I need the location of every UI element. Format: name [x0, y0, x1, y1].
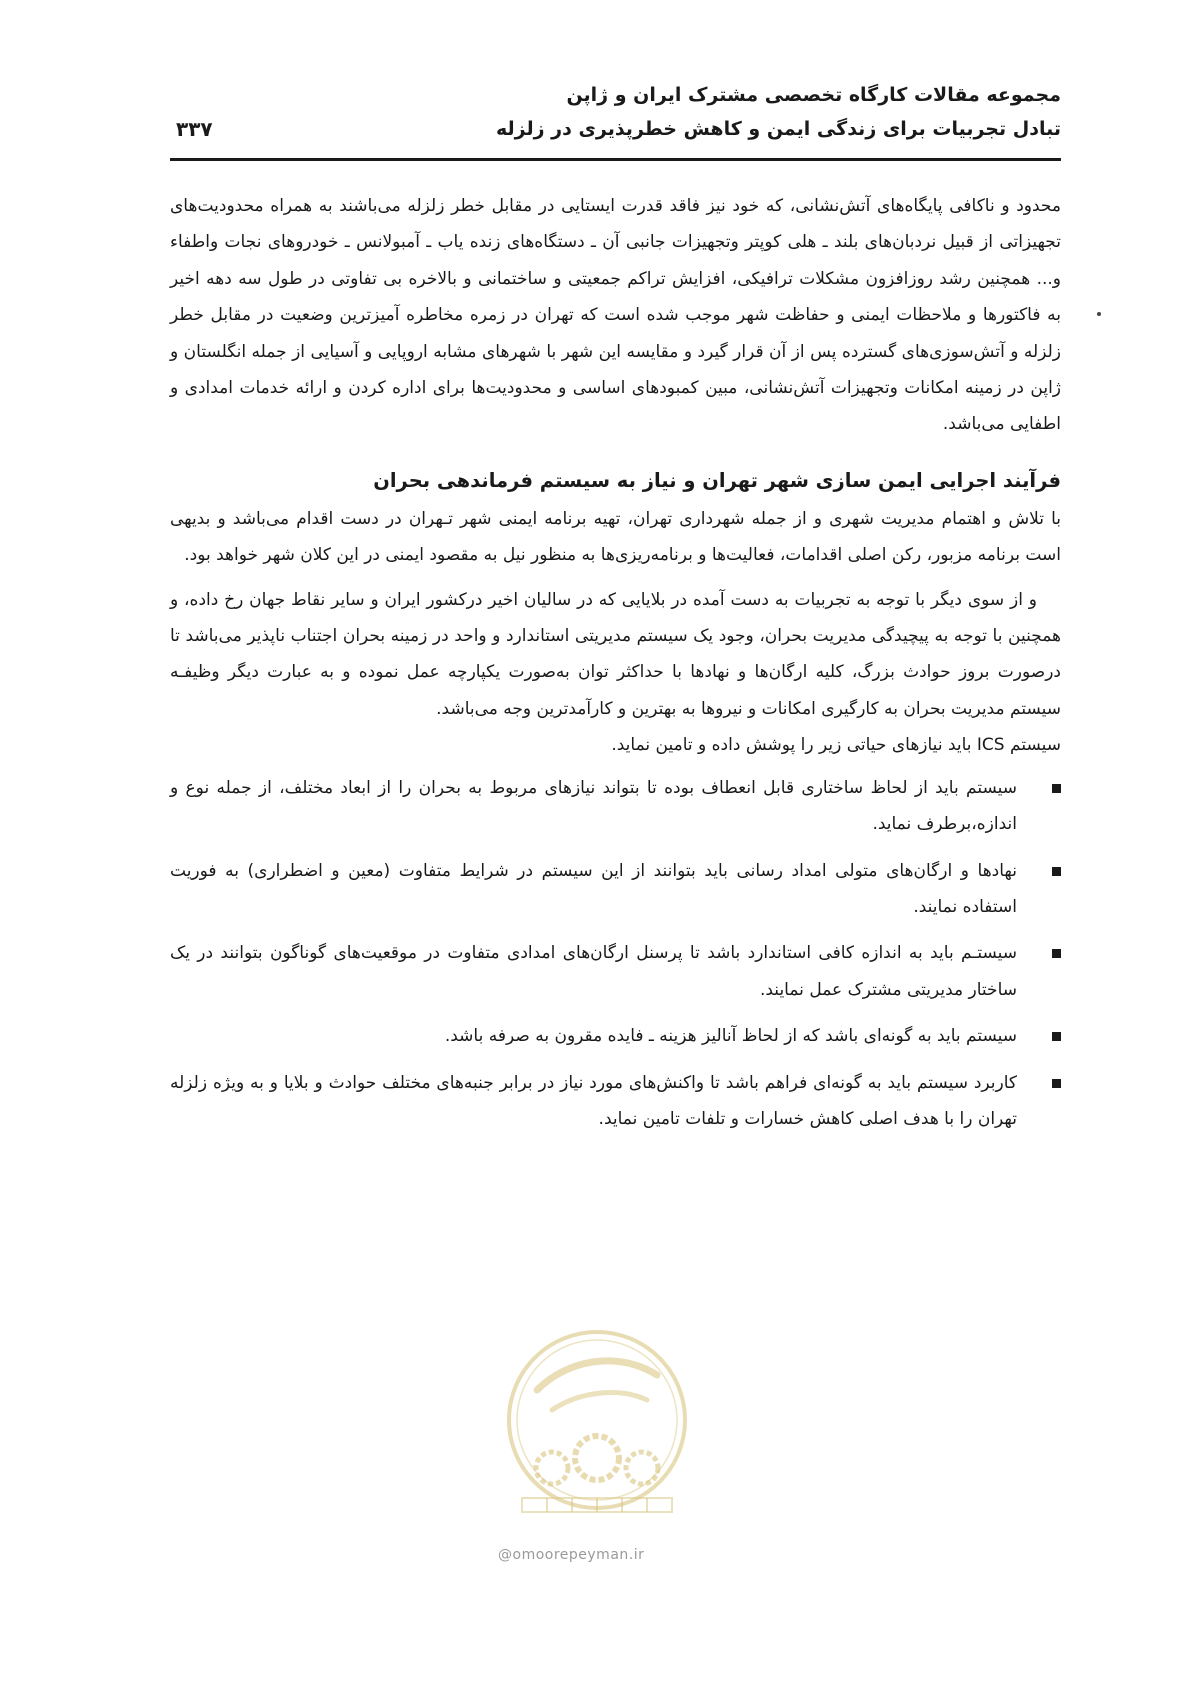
paragraph-fire-stations: محدود و ناکافی پایگاه‌های آتش‌نشانی، که خود نیز فاقد قدرت ایستایی در مقابل خطر زلزله می‌باشند به همراه محدودیت‌های تجهیزاتی از قبیل نردبان‌های بلند ـ هلی کوپتر وتجهیزات جانبی آن ـ دستگاه‌های زنده یاب ـ آمبولانس ـ خودروهای نجات واطفاء و... همچنین رشد روزافزون مشکلات ترافیکی، افزایش تراکم جمعیتی و ساختمانی و بالاخره بی تفاوتی در طول سه دهه اخیر به فاکتورها و ملاحظات ایمنی و حفاظت شهر موجب شده است که تهران در زمره مخاطره آمیزترین وضعیت در مقابل خطر زلزله و آتش‌سوزی‌های گسترده پس از آن قرار گیرد و مقایسه این شهر با شهرهای مشابه اروپایی و آسیایی از جمله انگلستان و ژاپن در زمینه امکانات وتجهیزات آتش‌نشانی، مبین کمبودهای اساسی و محدودیت‌ها برای اداره کردن و ارائه خدمات امدادی و اطفایی می‌باشد. — [170, 196, 1061, 435]
list-item-text: سیستم باید به گونه‌ای باشد که از لحاظ آنالیز هزینه ـ فایده مقرون به صرفه باشد. — [444, 1026, 1017, 1047]
header-title-line1: مجموعه مقالات کارگاه تخصصی مشترک ایران و ژاپن — [566, 84, 1061, 106]
paragraph-ics-intro: سیستم ICS باید نیازهای حیاتی زیر را پوشش داده و تامین نماید. — [611, 735, 1061, 756]
header-titles — [496, 78, 1061, 146]
paragraph-crisis-management: و از سوی دیگر با توجه به تجربیات به دست آمده در بلایایی که در سالیان اخیر درکشور ایران و سایر نقاط جهان رخ داده، و همچنین با توجه به پیچیدگی مدیریت بحران، وجود یک سیستم مدیریتی استاندارد و واحد در زمینه بحران اجتناب ناپذیر می‌باشد تا درصورت بروز حوادث بزرگ، کلیه ارگان‌ها و نهادها با حداکثر توان به‌صورت یکپارچه عمل نموده و به عبارت دیگر وظیفـه سیستم مدیریت بحران به کارگیری امکانات و نیروها به بهترین و کارآمدترین وجه می‌باشد. — [170, 589, 1061, 719]
bullet-square-icon — [1052, 867, 1061, 876]
section-heading: فرآیند اجرایی ایمن سازی شهر تهران و نیاز به سیستم فرماندهی بحران — [373, 468, 1061, 492]
list-item — [170, 1018, 1061, 1054]
page-number: ۳۳۷ — [176, 117, 213, 141]
list-item — [170, 770, 1061, 843]
bullet-square-icon — [1052, 949, 1061, 958]
header-rule — [170, 158, 1061, 161]
list-item-text: کاربرد سیستم باید به گونه‌ای فراهم باشد تا واکنش‌های مورد نیاز در برابر جنبه‌های مختلف حوادث و بلایا و به ویژه زلزله تهران را با هدف اصلی کاهش خسارات و تلفات تامین نماید. — [170, 1072, 1017, 1129]
list-item — [170, 853, 1061, 926]
list-item — [170, 1065, 1061, 1138]
paragraph-safety-program: با تلاش و اهتمام مدیریت شهری و از جمله شهرداری تهران، تهیه برنامه ایمنی شهر تـهران در دست اقدام می‌باشد و بدیهی است برنامه مزبور، رکن اصلی اقدامات، فعالیت‌ها و برنامه‌ریزی‌ها به منظور نیل به مقصود ایمنی در این کلان شهر خواهد بود. — [170, 508, 1061, 566]
watermark-logo-icon — [497, 1320, 697, 1530]
page-header — [170, 78, 1061, 152]
watermark-url: @omoorepeyman.ir — [498, 1547, 645, 1563]
bullet-square-icon — [1052, 1079, 1061, 1088]
page-body — [170, 188, 1061, 1147]
bullet-square-icon — [1052, 784, 1061, 793]
bullet-square-icon — [1052, 1032, 1061, 1041]
ics-requirements-list — [170, 770, 1061, 1138]
header-title-line2: تبادل تجربیات برای زندگی ایمن و کاهش خطرپذیری در زلزله — [496, 118, 1061, 140]
list-item-text: سیستـم باید به اندازه کافی استاندارد باشد تا پرسنل ارگان‌های امدادی متفاوت در موقعیت‌های گوناگون بتوانند در یک ساختار مدیریتی مشترک عمل نمایند. — [170, 943, 1017, 1000]
list-item — [170, 935, 1061, 1008]
scan-speck — [1097, 312, 1101, 316]
list-item-text: سیستم باید از لحاظ ساختاری قابل انعطاف بوده تا بتواند نیازهای مربوط به بحران را از ابعاد مختلف، از جمله نوع و اندازه،برطرف نماید. — [170, 777, 1017, 835]
list-item-text: نهادها و ارگان‌های متولی امداد رسانی باید بتوانند از این سیستم در شرایط متفاوت (معین و اضطراری) به فوریت استفاده نمایند. — [170, 860, 1017, 917]
